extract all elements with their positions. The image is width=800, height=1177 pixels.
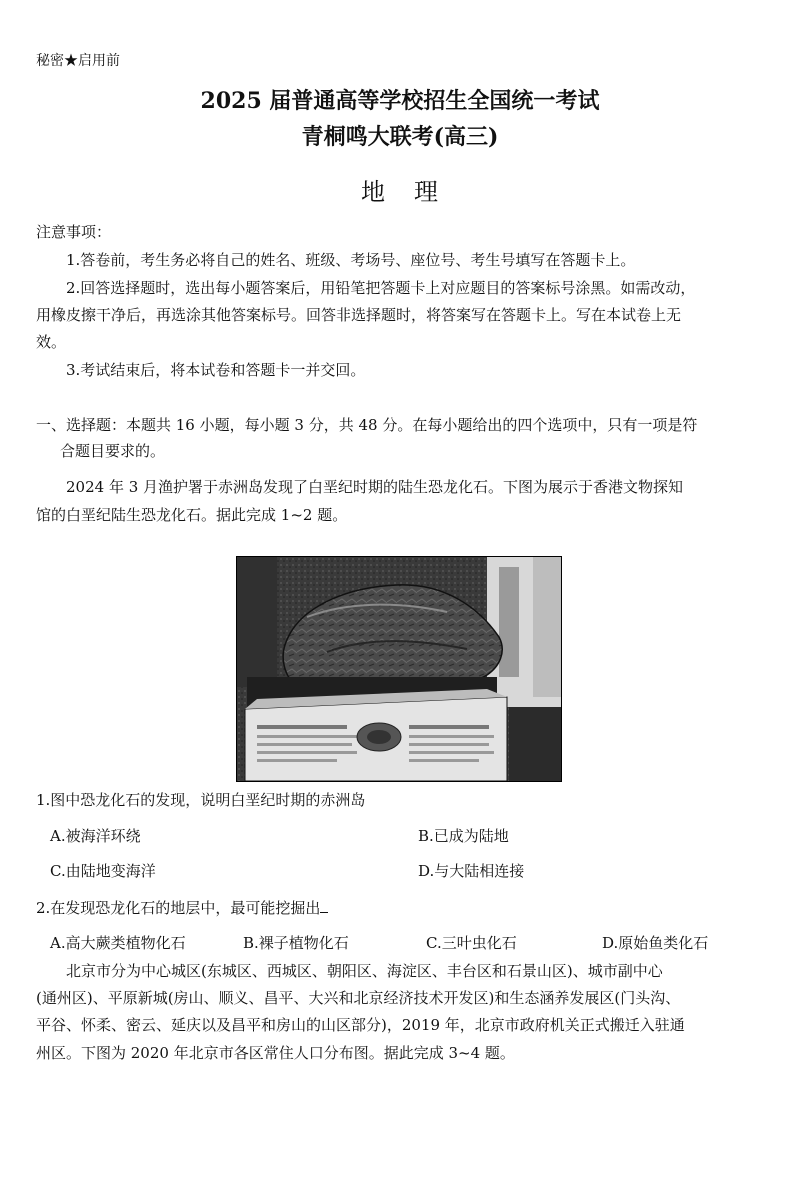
question-2-stem (36, 898, 328, 918)
notice-item-1: 1.答卷前，考生务必将自己的姓名、班级、考场号、座位号、考生号填写在答题卡上。 (66, 251, 636, 269)
subject-char-1: 地 (361, 178, 386, 206)
question-1-option-b[interactable]: B.已成为陆地 (418, 827, 509, 845)
dinosaur-fossil-photo (236, 556, 562, 782)
question-2-option-d[interactable]: D.原始鱼类化石 (602, 934, 709, 952)
exam-title: 2025 届普通高等学校招生全国统一考试 (200, 88, 600, 114)
passage-2-line-4: 州区。下图为 2020 年北京市各区常住人口分布图。据此完成 3~4 题。 (36, 1044, 515, 1062)
answer-blank (320, 898, 328, 913)
question-2-option-b[interactable]: B.裸子植物化石 (243, 934, 349, 952)
notice-item-2-line-2: 用橡皮擦干净后，再选涂其他答案标号。回答非选择题时，将答案写在答题卡上。写在本试卷上无 (36, 306, 682, 324)
passage-2-line-3: 平谷、怀柔、密云、延庆以及昌平和房山的山区部分)，2019 年，北京市政府机关正式搬迁入驻通 (36, 1016, 685, 1034)
passage-1-line-1: 2024 年 3 月渔护署于赤洲岛发现了白垩纪时期的陆生恐龙化石。下图为展示于香港文物探知 (66, 478, 684, 496)
notice-item-2-line-3: 效。 (36, 333, 67, 351)
question-1-option-a[interactable]: A.被海洋环绕 (50, 827, 141, 845)
notice-heading: 注意事项： (36, 223, 112, 241)
fossil-illustration (237, 557, 561, 781)
question-1-stem: 1.图中恐龙化石的发现，说明白垩纪时期的赤洲岛 (36, 791, 366, 809)
passage-1-line-2: 馆的白垩纪陆生恐龙化石。据此完成 1~2 题。 (36, 506, 348, 524)
question-1-option-c[interactable]: C.由陆地变海洋 (50, 862, 156, 880)
section-1-heading-cont: 合题目要求的。 (60, 442, 166, 460)
question-1-option-d[interactable]: D.与大陆相连接 (418, 862, 525, 880)
passage-2-line-2: (通州区)、平原新城(房山、顺义、昌平、大兴和北京经济技术开发区)和生态涵养发展区(门头沟、 (36, 989, 681, 1007)
notice-item-3: 3.考试结束后，将本试卷和答题卡一并交回。 (66, 361, 366, 379)
confidential-label: 秘密★启用前 (36, 53, 120, 69)
question-2-option-c[interactable]: C.三叶虫化石 (426, 934, 517, 952)
notice-item-2-line-1: 2.回答选择题时，选出每小题答案后，用铅笔把答题卡上对应题目的答案标号涂黑。如需改动， (66, 279, 696, 297)
subject-title (0, 172, 800, 207)
question-2-stem-text: 2.在发现恐龙化石的地层中，最可能挖掘出 (36, 899, 321, 917)
section-1-heading: 一、选择题：本题共 16 小题，每小题 3 分，共 48 分。在每小题给出的四个选项中，只有一项是符 (36, 416, 698, 434)
subject-char-2: 理 (414, 178, 439, 206)
exam-subtitle: 青桐鸣大联考(高三) (301, 124, 499, 150)
passage-2-line-1: 北京市分为中心城区(东城区、西城区、朝阳区、海淀区、丰台区和石景山区)、城市副中心 (66, 962, 663, 980)
question-2-option-a[interactable]: A.高大蕨类植物化石 (50, 934, 186, 952)
